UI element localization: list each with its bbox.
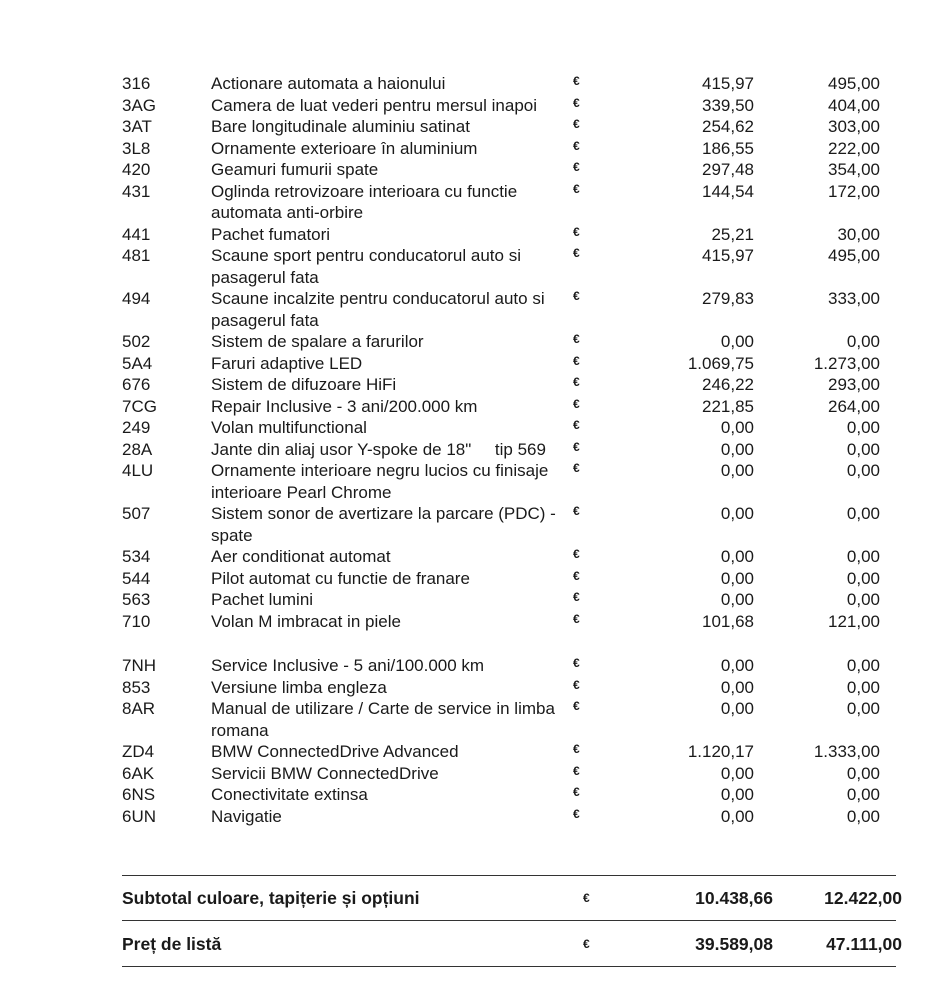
option-net-price: 186,55 [702, 138, 754, 158]
option-row [0, 417, 943, 439]
option-row [0, 763, 943, 785]
option-net-price: 415,97 [702, 74, 754, 93]
option-description: Manual de utilizare / Carte de service in limba romana [211, 699, 555, 740]
subtotal-gross-price: 12.422,00 [824, 887, 902, 908]
option-code: 431 [122, 181, 151, 201]
list-price-net: 39.589,08 [695, 933, 773, 954]
option-code: 5A4 [122, 353, 153, 373]
currency-symbol: € [573, 74, 580, 88]
option-net-price: 0,00 [720, 439, 754, 459]
option-code: 544 [122, 568, 151, 588]
option-net-price: 1.069,75 [687, 353, 754, 373]
option-description: Pilot automat cu functie de franare [211, 568, 470, 588]
list-price-label: Preț de listă [122, 933, 222, 954]
currency-symbol: € [573, 547, 580, 561]
option-code: 502 [122, 332, 151, 351]
option-gross-price: 0,00 [846, 677, 880, 697]
option-gross-price: 0,00 [846, 763, 880, 783]
currency-symbol: € [573, 611, 580, 626]
currency-symbol: € [573, 95, 580, 110]
option-gross-price: 0,00 [846, 656, 880, 675]
currency-symbol: € [573, 763, 580, 778]
option-net-price: 0,00 [720, 332, 754, 351]
option-row [0, 546, 943, 568]
currency-symbol: € [573, 289, 580, 303]
option-gross-price: 0,00 [846, 439, 880, 459]
option-row [0, 181, 943, 224]
option-code: 6NS [122, 785, 156, 804]
currency-symbol: € [573, 418, 580, 432]
option-gross-price: 172,00 [828, 181, 880, 201]
currency-symbol: € [583, 937, 590, 951]
option-code: 7NH [122, 656, 157, 675]
currency-symbol: € [573, 504, 580, 518]
option-net-price: 0,00 [720, 547, 754, 566]
option-gross-price: 495,00 [828, 246, 880, 265]
list-price-gross: 47.111,00 [826, 933, 902, 954]
option-gross-price: 1.333,00 [813, 742, 880, 761]
currency-symbol: € [573, 375, 580, 389]
currency-symbol: € [573, 590, 580, 604]
option-row [0, 116, 943, 138]
option-gross-price: 404,00 [828, 95, 880, 115]
option-row [0, 589, 943, 611]
option-net-price: 297,48 [702, 160, 754, 179]
option-code: 3AT [122, 117, 152, 136]
currency-symbol: € [573, 160, 580, 174]
option-description: Ornamente interioare negru lucios cu finisaje interioare Pearl Chrome [211, 461, 549, 502]
option-gross-price: 0,00 [846, 504, 880, 523]
option-description: Camera de luat vederi pentru mersul inapoi [211, 95, 538, 115]
option-net-price: 0,00 [720, 677, 754, 697]
option-gross-price: 0,00 [846, 806, 880, 826]
option-description: Ornamente exterioare în aluminium [211, 138, 478, 158]
option-gross-price: 0,00 [846, 332, 880, 351]
option-description: Geamuri fumurii spate [211, 160, 379, 179]
currency-symbol: € [573, 677, 580, 692]
option-description: Bare longitudinale aluminiu satinat [211, 117, 470, 136]
option-gross-price: 1.273,00 [813, 353, 880, 373]
option-net-price: 0,00 [720, 418, 754, 437]
option-code: 420 [122, 160, 151, 179]
option-row [0, 741, 943, 763]
option-net-price: 0,00 [720, 590, 754, 609]
option-description: Sistem de difuzoare HiFi [211, 375, 397, 394]
option-net-price: 1.120,17 [687, 742, 754, 761]
option-row [0, 806, 943, 828]
currency-symbol: € [573, 656, 580, 670]
option-row [0, 353, 943, 375]
currency-symbol: € [573, 785, 580, 799]
option-net-price: 0,00 [720, 504, 754, 523]
subtotal-top-divider [122, 875, 896, 876]
option-row [0, 396, 943, 418]
option-gross-price: 0,00 [846, 547, 880, 566]
option-code: ZD4 [122, 742, 155, 761]
list-price-bottom-divider [122, 966, 896, 967]
option-description: Sistem de spalare a farurilor [211, 332, 424, 351]
option-description: Conectivitate extinsa [211, 785, 368, 804]
option-net-price: 144,54 [702, 181, 754, 201]
option-code: 481 [122, 246, 151, 265]
option-code: 4LU [122, 461, 154, 480]
option-gross-price: 0,00 [846, 785, 880, 804]
option-code: 507 [122, 504, 151, 523]
option-gross-price: 0,00 [846, 418, 880, 437]
option-code: 249 [122, 418, 151, 437]
option-row [0, 138, 943, 160]
option-net-price: 0,00 [720, 568, 754, 588]
option-net-price: 101,68 [702, 611, 754, 631]
currency-symbol: € [573, 181, 580, 196]
option-gross-price: 293,00 [828, 375, 880, 394]
option-gross-price: 30,00 [837, 224, 880, 244]
option-description: Repair Inclusive - 3 ani/200.000 km [211, 396, 478, 416]
option-code: 676 [122, 375, 151, 394]
option-row [0, 460, 943, 503]
currency-symbol: € [573, 699, 580, 713]
option-description: Versiune limba engleza [211, 677, 387, 697]
option-gross-price: 0,00 [846, 568, 880, 588]
option-gross-price: 121,00 [828, 611, 880, 631]
option-code: 6UN [122, 806, 157, 826]
option-description: Volan multifunctional [211, 418, 367, 437]
option-gross-price: 354,00 [828, 160, 880, 179]
option-row [0, 503, 943, 546]
option-code: 28A [122, 439, 153, 459]
option-row [0, 677, 943, 699]
option-code: 853 [122, 677, 151, 697]
list-price-row [0, 932, 943, 956]
option-description: Jante din aliaj usor Y-spoke de 18" tip 569 [211, 439, 546, 459]
option-net-price: 0,00 [720, 699, 754, 718]
option-description: Oglinda retrovizoare interioara cu functie automata anti-orbire [211, 181, 518, 222]
option-description: Faruri adaptive LED [211, 353, 363, 373]
options-table [0, 73, 943, 827]
option-net-price: 0,00 [720, 763, 754, 783]
option-row [0, 698, 943, 741]
currency-symbol: € [573, 138, 580, 153]
option-net-price: 0,00 [720, 656, 754, 675]
option-row [0, 784, 943, 806]
currency-symbol: € [573, 246, 580, 260]
option-row [0, 568, 943, 590]
option-net-price: 0,00 [720, 461, 754, 480]
option-row [0, 288, 943, 331]
option-gross-price: 0,00 [846, 699, 880, 718]
option-description: Volan M imbracat in piele [211, 611, 401, 631]
subtotal-row [0, 886, 943, 910]
option-row [0, 611, 943, 633]
option-code: 534 [122, 547, 151, 566]
option-code: 563 [122, 590, 151, 609]
option-description: Scaune sport pentru conducatorul auto si pasagerul fata [211, 246, 521, 287]
currency-symbol: € [573, 742, 580, 756]
option-gross-price: 495,00 [828, 74, 880, 93]
currency-symbol: € [573, 568, 580, 583]
option-description: BMW ConnectedDrive Advanced [211, 742, 459, 761]
currency-symbol: € [573, 117, 580, 131]
option-row [0, 439, 943, 461]
option-code: 710 [122, 611, 151, 631]
option-net-price: 339,50 [702, 95, 754, 115]
option-code: 8AR [122, 699, 156, 718]
currency-symbol: € [573, 806, 580, 821]
option-description: Actionare automata a haionului [211, 74, 446, 93]
option-net-price: 0,00 [720, 806, 754, 826]
option-code: 6AK [122, 763, 155, 783]
option-gross-price: 0,00 [846, 461, 880, 480]
option-code: 441 [122, 224, 151, 244]
option-net-price: 254,62 [702, 117, 754, 136]
option-net-price: 25,21 [711, 224, 754, 244]
option-row [0, 331, 943, 353]
currency-symbol: € [583, 891, 590, 905]
currency-symbol: € [573, 396, 580, 411]
subtotal-label: Subtotal culoare, tapițerie și opțiuni [122, 887, 420, 908]
option-gross-price: 303,00 [828, 117, 880, 136]
option-gross-price: 264,00 [828, 396, 880, 416]
option-code: 316 [122, 74, 151, 93]
option-net-price: 0,00 [720, 785, 754, 804]
option-description: Servicii BMW ConnectedDrive [211, 763, 439, 783]
option-code: 494 [122, 289, 151, 308]
list-price-top-divider [122, 920, 896, 921]
option-description: Sistem sonor de avertizare la parcare (PDC) - spate [211, 504, 556, 545]
option-gross-price: 222,00 [828, 138, 880, 158]
option-description: Service Inclusive - 5 ani/100.000 km [211, 656, 485, 675]
currency-symbol: € [573, 224, 580, 239]
option-net-price: 279,83 [702, 289, 754, 308]
option-row [0, 655, 943, 677]
option-net-price: 246,22 [702, 375, 754, 394]
option-description: Pachet lumini [211, 590, 314, 609]
option-description: Scaune incalzite pentru conducatorul auto si pasagerul fata [211, 289, 545, 330]
option-row [0, 159, 943, 181]
currency-symbol: € [573, 461, 580, 475]
option-gross-price: 333,00 [828, 289, 880, 308]
option-code: 3L8 [122, 138, 151, 158]
currency-symbol: € [573, 439, 580, 454]
option-description: Navigatie [211, 806, 282, 826]
option-row [0, 73, 943, 95]
option-row [0, 374, 943, 396]
option-row [0, 95, 943, 117]
option-description: Aer conditionat automat [211, 547, 391, 566]
option-gross-price: 0,00 [846, 590, 880, 609]
currency-symbol: € [573, 332, 580, 346]
option-description: Pachet fumatori [211, 224, 331, 244]
option-net-price: 415,97 [702, 246, 754, 265]
option-code: 7CG [122, 396, 157, 416]
subtotal-net-price: 10.438,66 [695, 887, 773, 908]
option-net-price: 221,85 [702, 396, 754, 416]
option-row [0, 224, 943, 246]
option-code: 3AG [122, 95, 157, 115]
option-row [0, 245, 943, 288]
currency-symbol: € [573, 353, 580, 368]
